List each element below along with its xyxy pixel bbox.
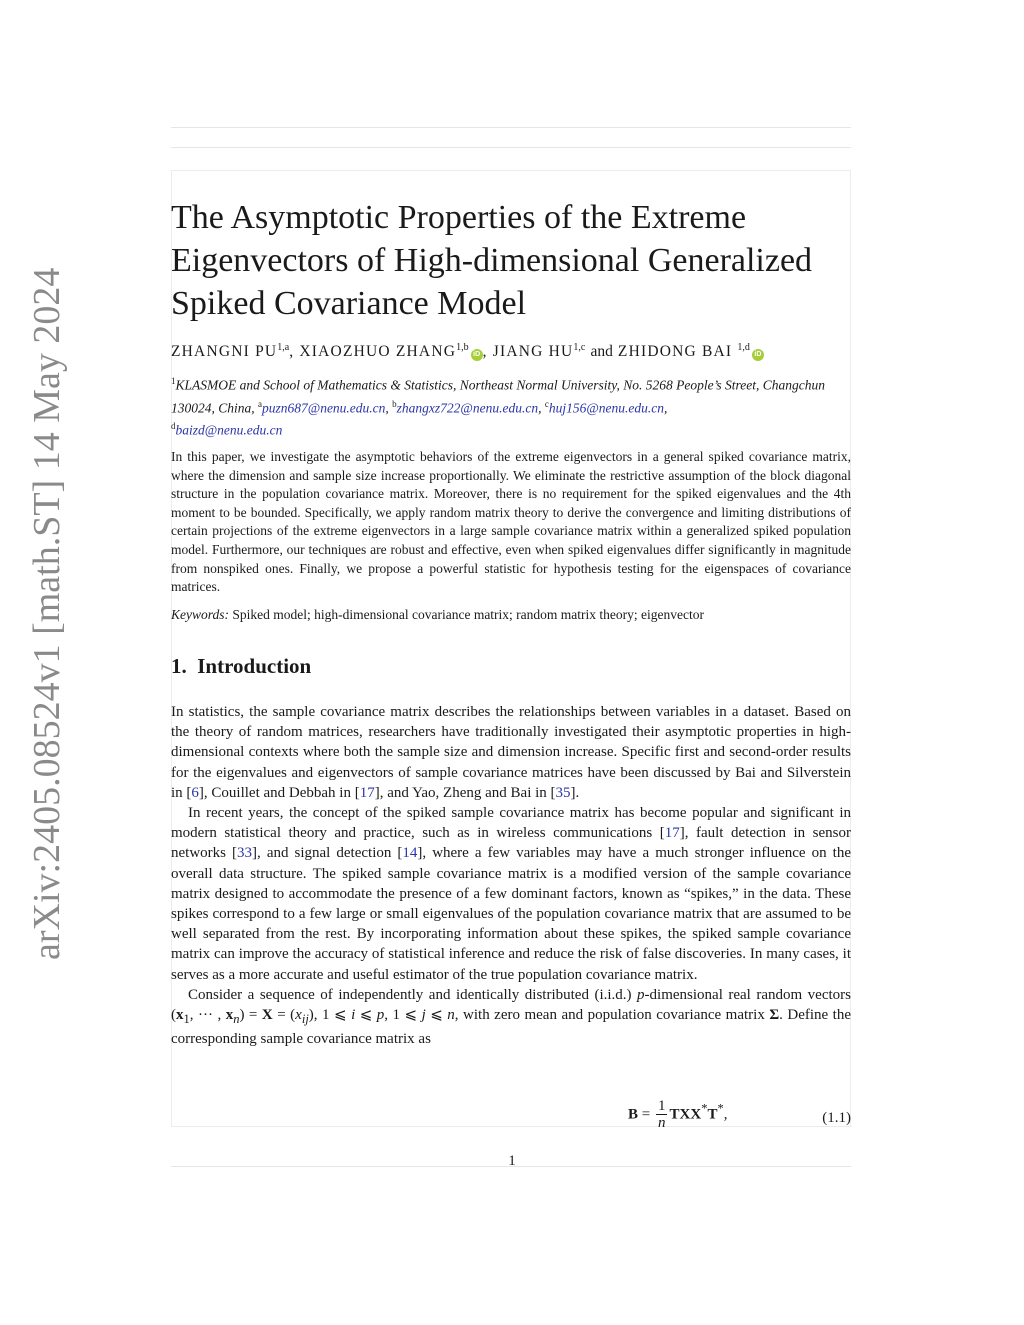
paragraph xyxy=(171,985,851,1050)
email-link[interactable]: huj156@nenu.edu.cn xyxy=(548,400,664,415)
affiliation-text: KLASMOE and School of Mathematics & Statistics, Northeast Normal University, No. 5268 People’s Street, Changchun 130024, China, xyxy=(171,377,825,415)
author-sup: 1,d xyxy=(737,342,750,353)
author-name: XIAOZHUO ZHANG xyxy=(299,343,457,361)
email-marker: b xyxy=(392,398,397,409)
email-separator: , xyxy=(663,400,668,415)
author-name: ZHIDONG BAI xyxy=(617,343,733,361)
math-sup: * xyxy=(701,1101,708,1116)
text-run: In recent years, the concept of the spiked sample covariance matrix has become popular and significant in modern statistical theory and practice, such as in wireless communications [ xyxy=(171,805,851,842)
citation-link[interactable]: 14 xyxy=(402,845,418,862)
keywords-text: Spiked model; high-dimensional covariance matrix; random matrix theory; eigenvector xyxy=(229,607,704,622)
text-run: ], fault detection in sensor networks [ xyxy=(171,825,851,862)
arxiv-sidebar-stamp: arXiv:2405.08524v1 [math.ST] 14 May 2024 xyxy=(26,267,68,960)
keywords-label: Keywords: xyxy=(171,607,229,622)
author-separator: , xyxy=(289,343,300,361)
orcid-icon[interactable]: iD xyxy=(752,349,764,361)
author-sup: 1,b xyxy=(456,342,469,353)
text-run: = ( xyxy=(272,1007,296,1024)
paragraph xyxy=(171,702,851,803)
author-and: and xyxy=(590,343,613,361)
email-link[interactable]: baizd@nenu.edu.cn xyxy=(175,422,283,438)
math-var: X xyxy=(679,1106,691,1123)
fraction-denominator: n xyxy=(657,1115,666,1131)
email-marker: a xyxy=(258,398,263,409)
email-separator: , xyxy=(385,400,393,415)
citation-link[interactable]: 17 xyxy=(359,784,375,801)
section-heading xyxy=(171,654,311,679)
math-var: x xyxy=(295,1007,302,1024)
abstract: In this paper, we investigate the asymptotic behaviors of the extreme eigenvectors in a general spiked covariance matrix, where the dimension and sample size increase proportionally. We eliminate the restrictive assumption of the block diagonal structure in the population covariance matrix. Moreover, there is no requirement for the spiked eigenvalues and the 4th moment to be bounded. Specifically, we apply random matrix theory to derive the convergence and limiting distributions of certain projections of the extreme eigenvectors in a large sample covariance matrix within a generalized spiked population model. Furthermore, our techniques are robust and effective, even when spiked eigenvalues differ significantly in magnitude from nonspiked ones. Finally, we propose a powerful statistic for hypothesis testing for the eigenspaces of covariance matrices. xyxy=(171,449,851,595)
author-list xyxy=(171,342,851,361)
author-separator: , xyxy=(482,343,493,361)
author-name: JIANG HU xyxy=(492,343,574,361)
math-var: j xyxy=(421,1007,426,1024)
citation-link[interactable]: 33 xyxy=(237,845,253,862)
email-separator: , xyxy=(538,400,545,415)
email-link[interactable]: zhangxz722@nenu.edu.cn xyxy=(396,400,539,415)
affiliation xyxy=(171,372,851,440)
text-run: , ··· , xyxy=(189,1007,226,1024)
text-run: , with zero mean and population covariance matrix xyxy=(454,1007,770,1024)
text-run: ⩽ xyxy=(425,1007,448,1024)
citation-link[interactable]: 6 xyxy=(191,784,199,801)
text-run: Consider a sequence of independently and identically distributed (i.i.d.) xyxy=(188,986,638,1003)
text-run: ⩽ xyxy=(355,1007,377,1024)
math-var: X xyxy=(261,1007,273,1024)
math-var: Σ xyxy=(769,1007,780,1024)
section-title: Introduction xyxy=(197,654,312,678)
math-var: p xyxy=(376,1007,385,1024)
text-run: In statistics, the sample covariance matrix describes the relationships between variables in a dataset. Based on the theory of random matrices, researchers have traditionally investigated their asymptotic properties in high-dimensional contexts where both the sample size and dimension increase. Specific first and second-order results for the eigenvalues and eigenvectors of sample covariance matrices have been discussed by Bai and Silverstein in [ xyxy=(171,704,851,801)
top-rule-1 xyxy=(171,127,851,128)
text-run: ], where a few variables may have a much stronger influence on the overall data structure. The spiked sample covariance matrix is a modified version of the sample covariance matrix designed to accommodate the presence of a few dominant factors, known as “spikes,” in the data. These spikes correspond to a few large or small eigenvalues of the population covariance matrix that are assumed to be well separated from the rest. By incorporating information about these spikes, the spiked sample covariance matrix can improve the accuracy of statistical inference and reduce the risk of false discoveries. In many cases, it serves as a more accurate and useful estimator of the true population covariance matrix. xyxy=(171,845,851,983)
section-number: 1. xyxy=(171,654,187,678)
equation-number: (1.1) xyxy=(822,1110,851,1126)
paper-title xyxy=(171,196,851,325)
math-var: B xyxy=(628,1106,639,1123)
title-line-1: The Asymptotic Properties of the Extreme xyxy=(171,199,747,236)
fraction-numerator: 1 xyxy=(657,1098,666,1114)
email-link[interactable]: puzn687@nenu.edu.cn xyxy=(262,400,386,415)
orcid-icon[interactable]: iD xyxy=(471,349,483,361)
equation-1-1 xyxy=(171,1098,851,1140)
text-run: ], and Yao, Zheng and Bai in [ xyxy=(374,784,556,801)
citation-link[interactable]: 35 xyxy=(555,784,571,801)
math-op: = xyxy=(638,1106,654,1123)
math-var: T xyxy=(669,1106,680,1123)
paragraph xyxy=(171,803,851,985)
email-marker: c xyxy=(544,398,549,409)
math-var: T xyxy=(707,1106,718,1123)
text-run: ) = xyxy=(239,1007,262,1024)
math-sub: ij xyxy=(301,1012,309,1027)
author-sup: 1,a xyxy=(277,342,290,353)
text-run: ]. xyxy=(570,784,580,801)
top-rule-2 xyxy=(171,147,851,148)
title-line-2: Eigenvectors of High-dimensional Generalized xyxy=(171,242,813,279)
math-var: n xyxy=(447,1007,455,1024)
keywords xyxy=(171,606,851,624)
math-sub: 1 xyxy=(183,1012,190,1027)
text-run: ], Couillet and Debbah in [ xyxy=(198,784,360,801)
text-run: ], and signal detection [ xyxy=(252,845,403,862)
introduction-body xyxy=(171,702,851,1049)
author-name: ZHANGNI PU xyxy=(171,343,278,361)
text-run: -dimensional real random vectors ( xyxy=(171,986,852,1024)
equation-body xyxy=(628,1098,727,1132)
math-var: i xyxy=(351,1007,356,1024)
math-var: p xyxy=(637,986,645,1003)
author-sup: 1,c xyxy=(573,342,586,353)
text-run: , 1 ⩽ xyxy=(384,1007,422,1024)
math-var: x xyxy=(176,1007,184,1024)
text-run: . Define the corresponding sample covariance matrix as xyxy=(171,1007,851,1048)
math-op: , xyxy=(723,1106,728,1123)
citation-link[interactable]: 17 xyxy=(664,825,680,842)
page-number: 1 xyxy=(508,1153,516,1169)
email-marker: d xyxy=(171,421,176,431)
fraction xyxy=(656,1098,668,1132)
text-run: ), 1 ⩽ xyxy=(308,1007,352,1024)
math-sub: n xyxy=(233,1012,240,1027)
math-sup: * xyxy=(717,1101,724,1116)
math-var: X xyxy=(690,1106,702,1123)
title-line-3: Spiked Covariance Model xyxy=(171,285,527,322)
affiliation-marker: 1 xyxy=(171,376,176,386)
math-var: x xyxy=(225,1007,234,1024)
